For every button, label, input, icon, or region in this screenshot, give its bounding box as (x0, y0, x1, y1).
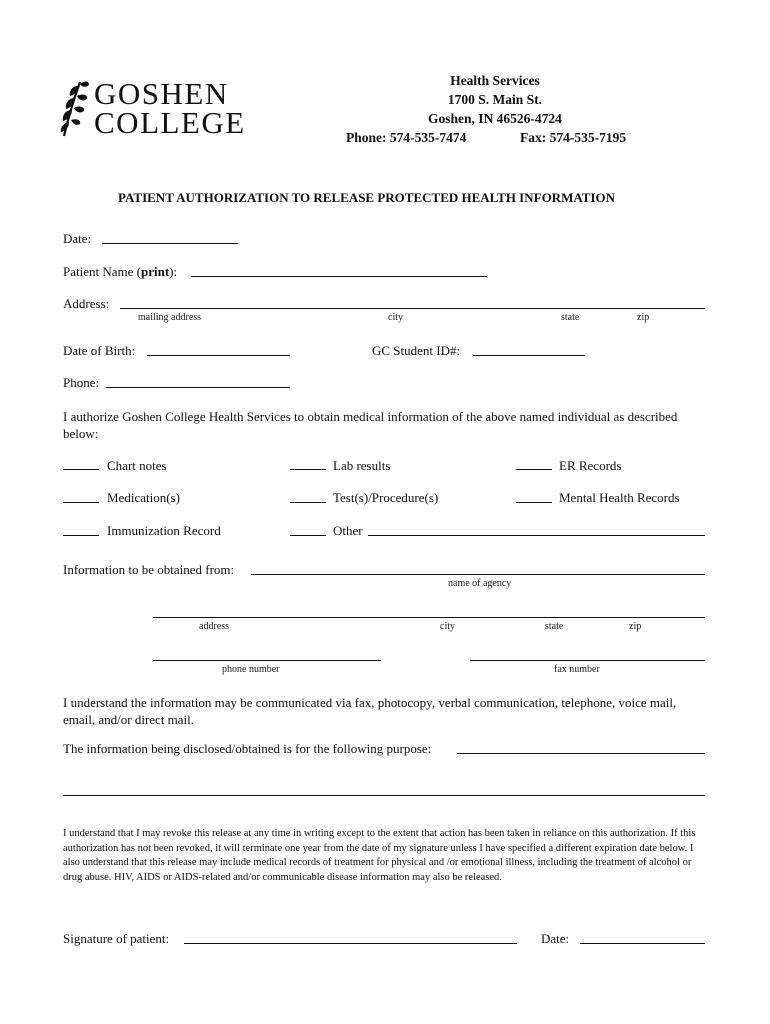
student-id-field[interactable] (473, 355, 585, 356)
signature-date-label: Date: (541, 931, 570, 946)
agency-fax-caption: fax number (554, 664, 600, 675)
agency-city-caption: city (440, 621, 455, 632)
medications-label: Medication(s) (107, 490, 180, 505)
other-field[interactable] (368, 535, 705, 536)
dob-field[interactable] (147, 355, 290, 356)
other-label: Other (333, 523, 363, 538)
agency-address-caption: address (199, 621, 229, 632)
purpose-label: The information being disclosed/obtained is for the following purpose: (63, 741, 432, 756)
header-org: Health Services (450, 73, 540, 88)
lab-results-blank[interactable] (290, 469, 326, 470)
college-logo (58, 76, 258, 140)
logo-line-goshen: GOSHEN (94, 76, 229, 111)
chart-notes-blank[interactable] (63, 469, 99, 470)
immunization-label: Immunization Record (107, 523, 221, 538)
signature-date-field[interactable] (580, 943, 705, 944)
header-phone: Phone: 574-535-7474 (346, 130, 467, 145)
lab-results-label: Lab results (333, 458, 391, 473)
agency-fax-field[interactable] (470, 660, 705, 661)
agency-address-field[interactable] (153, 617, 705, 618)
address-mailing-caption: mailing address (138, 312, 202, 323)
medications-blank[interactable] (63, 502, 99, 503)
phone-field[interactable] (106, 387, 290, 388)
revoke-text: I understand that I may revoke this release at any time in writing except to the extent that action has been taken in reliance on this authorization. If this authorization has not been revoked, it will terminate one year from the date of my signature unless I have specified a different expiration date below. I also understand that this release may include medical records of treatment for physical and /or emotional illness, including the treatment of alcohol or drug abuse. HIV, AIDS or AIDS-related and/or communicable disease information may also be released. (63, 828, 696, 883)
immunization-blank[interactable] (63, 535, 99, 536)
date-label: Date: (63, 231, 92, 246)
header-citystate: Goshen, IN 46526-4724 (428, 111, 562, 126)
other-blank[interactable] (290, 535, 326, 536)
tests-label: Test(s)/Procedure(s) (333, 490, 439, 505)
agency-field[interactable] (251, 574, 705, 575)
purpose-field-line-2[interactable] (63, 795, 705, 796)
er-records-label: ER Records (559, 458, 622, 473)
agency-state-caption: state (545, 621, 564, 632)
tests-blank[interactable] (290, 502, 326, 503)
address-zip-caption: zip (637, 312, 650, 323)
agency-caption: name of agency (448, 578, 512, 589)
chart-notes-label: Chart notes (107, 458, 167, 473)
header-block (330, 71, 660, 128)
mental-health-blank[interactable] (516, 502, 552, 503)
logo-line-college: COLLEGE (94, 105, 246, 140)
patient-name-field[interactable] (191, 276, 487, 277)
signature-field[interactable] (184, 943, 517, 944)
address-field[interactable] (120, 308, 705, 309)
agency-phone-field[interactable] (153, 660, 381, 661)
purpose-field[interactable] (457, 753, 705, 754)
address-state-caption: state (561, 312, 580, 323)
er-records-blank[interactable] (516, 469, 552, 470)
address-label: Address: (63, 296, 110, 311)
student-id-label: GC Student ID#: (372, 343, 461, 358)
header-fax: Fax: 574-535-7195 (520, 130, 627, 145)
form-title: PATIENT AUTHORIZATION TO RELEASE PROTECTED HEALTH INFORMATION (118, 190, 615, 205)
address-city-caption: city (388, 312, 403, 323)
signature-label: Signature of patient: (63, 931, 170, 946)
agency-phone-caption: phone number (222, 664, 280, 675)
header-street: 1700 S. Main St. (447, 92, 543, 107)
authorize-text: I authorize Goshen College Health Services to obtain medical information of the above named individual as described below: (63, 409, 678, 441)
mental-health-label: Mental Health Records (559, 490, 680, 505)
agency-zip-caption: zip (629, 621, 642, 632)
phone-label: Phone: (63, 375, 100, 390)
dob-label: Date of Birth: (63, 343, 136, 358)
wheat-leaf-icon (58, 76, 90, 138)
date-field[interactable] (102, 243, 238, 244)
patient-name-label: Patient Name (print): (63, 264, 178, 279)
obtained-from-label: Information to be obtained from: (63, 562, 235, 577)
communicate-text: I understand the information may be communicated via fax, photocopy, verbal communication, telephone, voice mail, email, and/or direct mail. (63, 695, 677, 727)
